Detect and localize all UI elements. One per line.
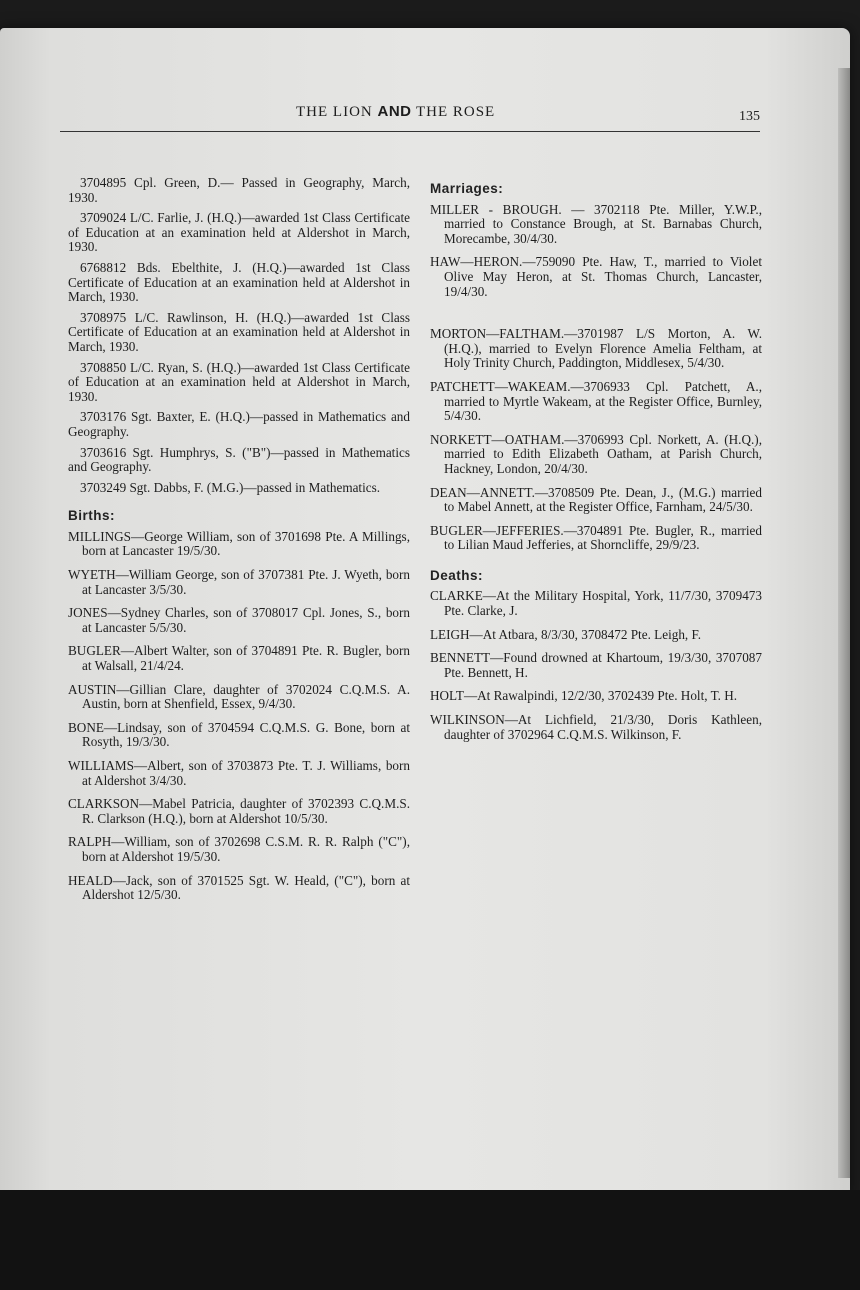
marriage-entry: HAW—HERON.—759090 Pte. Haw, T., married to Violet Olive May Heron, at St. Thomas Church, Lancaster, 19/4/30. <box>430 254 762 299</box>
running-title <box>296 103 495 121</box>
death-entry: HOLT—At Rawalpindi, 12/2/30, 3702439 Pte. Holt, T. H. <box>430 688 738 704</box>
death-entry: CLARKE—At the Military Hospital, York, 11/7/30, 3709473 Pte. Clarke, J. <box>430 588 762 619</box>
education-entry: 3708975 L/C. Rawlinson, H. (H.Q.)—awarded 1st Class Certificate of Education at an examination held at Aldershot in March, 1930. <box>68 309 410 354</box>
births-heading: Births: <box>68 508 115 524</box>
marriages-heading: Marriages: <box>430 181 504 196</box>
marriage-entry: BUGLER—JEFFERIES.—3704891 Pte. Bugler, R., married to Lilian Maud Jefferies, at Shorncliffe, 29/9/23. <box>430 522 762 553</box>
birth-entry: JONES—Sydney Charles, son of 3708017 Cpl. Jones, S., born at Lancaster 5/5/30. <box>68 605 410 635</box>
education-entry: 6768812 Bds. Ebelthite, J. (H.Q.)—awarded 1st Class Certificate of Education at an examination held at Aldershot in March, 1930. <box>68 259 410 305</box>
marriage-entry: DEAN—ANNETT.—3708509 Pte. Dean, J., (M.G.) married to Mabel Annett, at the Register Office, Farnham, 24/5/30. <box>430 484 762 515</box>
header-rule <box>60 131 760 132</box>
death-entry: WILKINSON—At Lichfield, 21/3/30, Doris Kathleen, daughter of 3702964 C.Q.M.S. Wilkinson, F. <box>430 712 762 742</box>
birth-entry: RALPH—William, son of 3702698 C.S.M. R. R. Ralph ("C"), born at Aldershot 19/5/30. <box>68 834 410 864</box>
birth-entry: BONE—Lindsay, son of 3704594 C.Q.M.S. G. Bone, born at Rosyth, 19/3/30. <box>68 719 410 750</box>
title-prefix: THE LION <box>296 104 373 120</box>
title-bold: AND <box>377 103 412 120</box>
left-column <box>68 176 410 912</box>
education-entry: 3709024 L/C. Farlie, J. (H.Q.)—awarded 1st Class Certificate of Education at an examination held at Aldershot in March, 1930. <box>68 210 410 255</box>
education-entry: 3704895 Cpl. Green, D.— Passed in Geography, March, 1930. <box>68 175 410 205</box>
birth-entry: MILLINGS—George William, son of 3701698 Pte. A Millings, born at Lancaster 19/5/30. <box>68 528 410 559</box>
marriage-entry: PATCHETT—WAKEAM.—3706933 Cpl. Patchett, A., married to Myrtle Wakeam, at the Register Office, Burnley, 5/4/30. <box>430 378 762 424</box>
page-header <box>60 103 760 137</box>
education-entry: 3703616 Sgt. Humphrys, S. ("B")—passed in Mathematics and Geography. <box>68 444 410 475</box>
education-entry: 3703176 Sgt. Baxter, E. (H.Q.)—passed in Mathematics and Geography. <box>68 409 410 439</box>
marriage-entry: MILLER - BROUGH. — 3702118 Pte. Miller, Y.W.P., married to Constance Brough, at St. Barnabas Church, Morecambe, 30/4/30. <box>430 201 762 246</box>
education-entry: 3703249 Sgt. Dabbs, F. (M.G.)—passed in Mathematics. <box>80 479 381 495</box>
education-entry: 3708850 L/C. Ryan, S. (H.Q.)—awarded 1st Class Certificate of Education at an examination held at Aldershot in March, 1930. <box>68 359 410 404</box>
marriage-entry: NORKETT—OATHAM.—3706993 Cpl. Norkett, A. (H.Q.), married to Edith Elizabeth Oatham, at Parish Church, Hackney, London, 20/4/30. <box>430 431 762 476</box>
page-edge <box>838 68 850 1178</box>
birth-entry: WILLIAMS—Albert, son of 3703873 Pte. T. J. Williams, born at Aldershot 3/4/30. <box>68 758 410 788</box>
background-shadow <box>0 1190 860 1290</box>
book-page <box>0 28 850 1196</box>
deaths-heading: Deaths: <box>430 567 484 583</box>
death-entry: BENNETT—Found drowned at Khartoum, 19/3/30, 3707087 Pte. Bennett, H. <box>430 650 762 680</box>
birth-entry: HEALD—Jack, son of 3701525 Sgt. W. Heald, ("C"), born at Aldershot 12/5/30. <box>68 872 410 903</box>
title-suffix: THE ROSE <box>415 104 496 120</box>
right-column <box>430 176 762 751</box>
birth-entry: AUSTIN—Gillian Clare, daughter of 3702024 C.Q.M.S. A. Austin, born at Shenfield, Essex, 9/4/30. <box>68 681 410 712</box>
birth-entry: CLARKSON—Mabel Patricia, daughter of 3702393 C.Q.M.S. R. Clarkson (H.Q.), born at Aldershot 10/5/30. <box>68 796 410 826</box>
birth-entry: BUGLER—Albert Walter, son of 3704891 Pte. R. Bugler, born at Walsall, 21/4/24. <box>68 643 410 674</box>
marriage-entry: MORTON—FALTHAM.—3701987 L/S Morton, A. W. (H.Q.), married to Evelyn Florence Amelia Feltham, at Holy Trinity Church, Paddington, Middlesex, 5/4/30. <box>430 326 762 371</box>
death-entry: LEIGH—At Atbara, 8/3/30, 3708472 Pte. Leigh, F. <box>430 626 702 642</box>
birth-entry: WYETH—William George, son of 3707381 Pte. J. Wyeth, born at Lancaster 3/5/30. <box>68 567 410 597</box>
page-number: 135 <box>739 109 760 124</box>
